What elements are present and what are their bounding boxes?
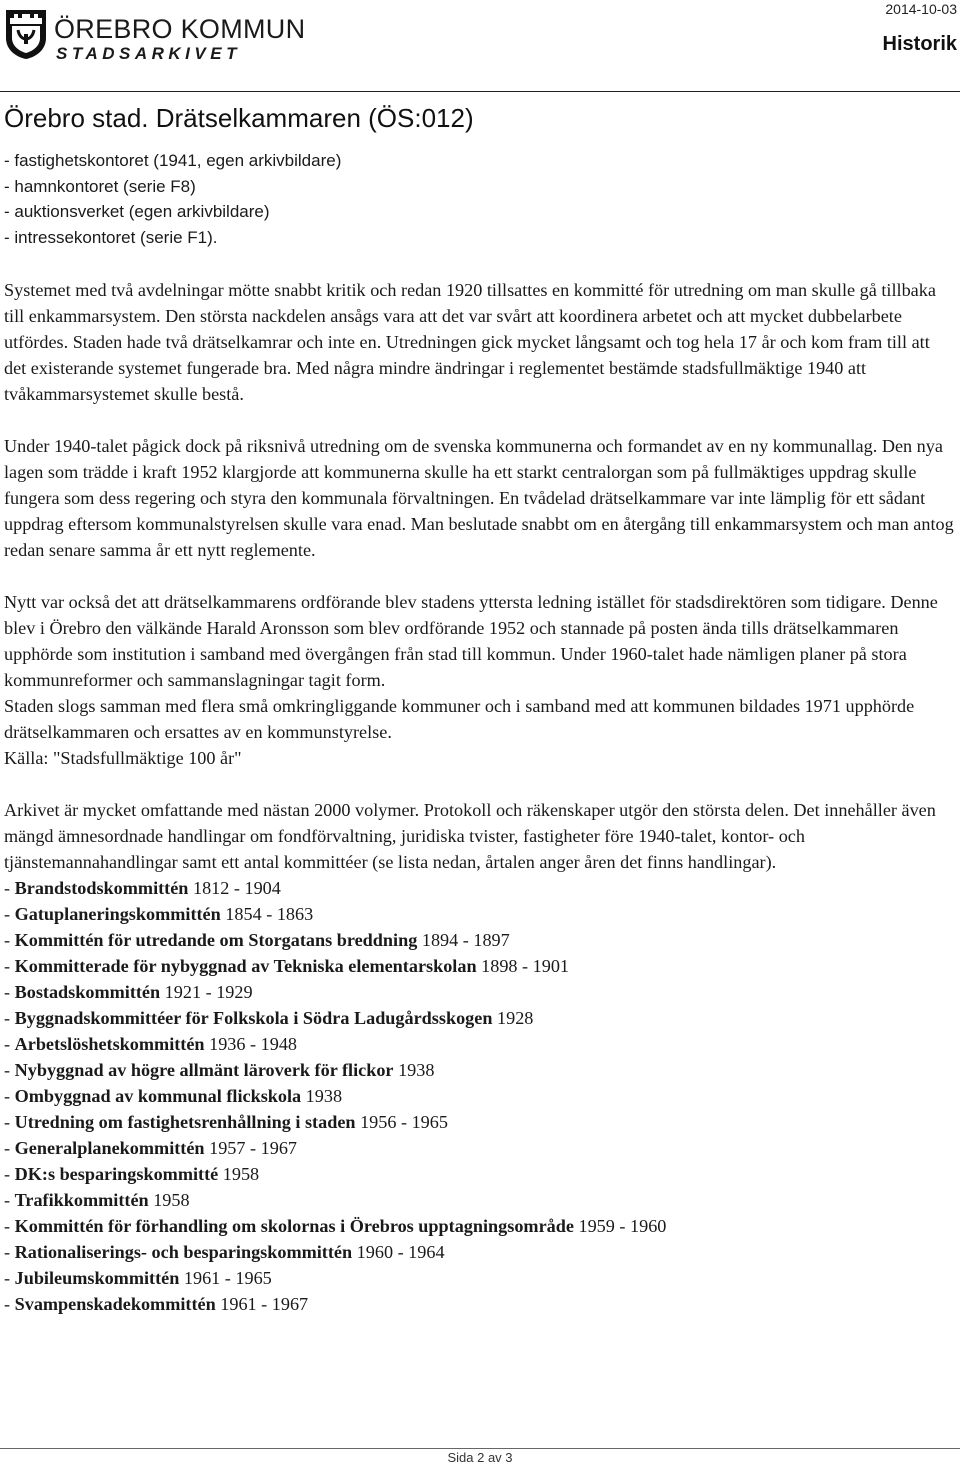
logo-text-kommun: ÖREBRO KOMMUN — [54, 14, 306, 44]
orebro-kommun-logo — [4, 8, 306, 68]
committee-item: - Ombyggnad av kommunal flickskola 1938 — [4, 1086, 343, 1106]
committee-name: Trafikkommittén — [14, 1190, 149, 1210]
committee-item: - Nybyggnad av högre allmänt läroverk för flickor 1938 — [4, 1060, 435, 1080]
committee-years: 1958 — [153, 1190, 190, 1210]
committee-item: - Gatuplaneringskommittén 1854 - 1863 — [4, 904, 314, 924]
committee-item: - Svampenskadekommittén 1961 - 1967 — [4, 1294, 309, 1314]
sub-office-list — [4, 148, 341, 250]
committee-name: Utredning om fastighetsrenhållning i staden — [14, 1112, 356, 1132]
committee-item: - Byggnadskommittéer för Folkskola i Södra Ladugårdsskogen 1928 — [4, 1008, 534, 1028]
committee-name: Generalplanekommittén — [14, 1138, 205, 1158]
paragraph-chairman: Nytt var också det att drätselkammarens ordförande blev stadens yttersta ledning istället för stadsdirektören som tidigare. Denne blev i Örebro den välkände Harald Aronsson som blev ordförande 1952 och stannade på posten ända tills drätselkammaren upphörde som institution i samband med övergången från stad till kommun. Under 1960-talet hade nämligen planer på stora kommunreformer och sammanslagningar tagit form. — [4, 592, 938, 690]
committee-item: - Kommittén för utredande om Storgatans breddning 1894 - 1897 — [4, 930, 510, 950]
committee-years: 1961 - 1965 — [183, 1268, 272, 1288]
sub-office-item: - fastighetskontoret (1941, egen arkivbildare) — [4, 151, 342, 170]
committee-name: Nybyggnad av högre allmänt läroverk för flickor — [14, 1060, 394, 1080]
logo-text-stadsarkivet: STADSARKIVET — [56, 44, 241, 63]
committee-years: 1938 — [305, 1086, 343, 1106]
committee-years: 1921 - 1929 — [164, 982, 253, 1002]
paragraph-archive-scope: Arkivet är mycket omfattande med nästan 2000 volymer. Protokoll och räkenskaper utgör den största delen. Det innehåller även mängd ämnesordnade handlingar om fondförvaltning, juridiska tvister, fastigheter före 1940-talet, kontor- och tjänstemannahandlingar samt ett antal kommittéer (se lista nedan, årtalen anger åren det finns handlingar). — [4, 800, 936, 872]
paragraph-merger: Staden slogs samman med flera små omkringliggande kommuner och i samband med att kommunen bildades 1971 upphörde drätselkammaren och ersattes av en kommunstyrelse. — [4, 696, 915, 742]
page-number: Sida 2 av 3 — [447, 1450, 513, 1465]
document-date: 2014-10-03 — [885, 1, 957, 17]
committee-name: Jubileumskommittén — [14, 1268, 180, 1288]
committee-years: 1812 - 1904 — [192, 878, 281, 898]
committee-name: Svampenskadekommittén — [14, 1294, 216, 1314]
committee-name: Kommittén för utredande om Storgatans breddning — [14, 930, 418, 950]
city-crest-icon — [4, 8, 48, 60]
committee-item: - Arbetslöshetskommittén 1936 - 1948 — [4, 1034, 298, 1054]
committee-years: 1961 - 1967 — [220, 1294, 309, 1314]
committee-item: - Bostadskommittén 1921 - 1929 — [4, 982, 253, 1002]
source-citation: Källa: "Stadsfullmäktige 100 år" — [4, 748, 242, 768]
paragraph-1940s-reform: Under 1940-talet pågick dock på riksnivå utredning om de svenska kommunerna och formandet av en ny kommunallag. Den nya lagen som trädde i kraft 1952 klargjorde att kommunerna skulle ha ett starkt centralorgan som på fullmäktiges uppdrag skulle fungera som dess regering och styra den kommunala förvaltningen. En tvådelad drätselkammare var inte lämplig för ett sådant uppdrag eftersom kommunalstyrelsen skulle vara enad. Man beslutade snabbt om en återgång till enkammarsystem och man antog redan senare samma år ett nytt reglemente. — [4, 436, 954, 560]
committee-item: - DK:s besparingskommitté 1958 — [4, 1164, 260, 1184]
page-header — [0, 0, 960, 92]
committee-name: Kommittén för förhandling om skolornas i Örebros upptagningsområde — [14, 1216, 574, 1236]
document-title: Örebro stad. Drätselkammaren (ÖS:012) — [4, 103, 474, 133]
footer-divider — [0, 1448, 960, 1449]
committee-item: - Generalplanekommittén 1957 - 1967 — [4, 1138, 298, 1158]
committee-years: 1898 - 1901 — [481, 956, 570, 976]
committee-years: 1928 — [497, 1008, 534, 1028]
paragraph-system-critique: Systemet med två avdelningar mötte snabbt kritik och redan 1920 tillsattes en kommitté för utredning om man skulle gå tillbaka till enkammarsystem. Den största nackdelen ansågs vara att det var svårt att koordinera arbetet och att mycket dubbelarbete utfördes. Staden hade två drätselkamrar och inte en. Utredningen gick mycket långsamt och tog hela 17 år och kom fram till att det existerande systemet fungerade bra. Med några mindre ändringar i reglementet bestämde stadsfullmäktige 1940 att tvåkammarsystemet skulle bestå. — [4, 280, 936, 404]
committee-name: Ombyggnad av kommunal flickskola — [14, 1086, 302, 1106]
committee-item: - Rationaliserings- och besparingskommittén 1960 - 1964 — [4, 1242, 445, 1262]
committee-years: 1894 - 1897 — [421, 930, 510, 950]
header-divider — [0, 91, 960, 92]
committee-name: Byggnadskommittéer för Folkskola i Södra Ladugårdsskogen — [14, 1008, 493, 1028]
committee-years: 1956 - 1965 — [360, 1112, 448, 1132]
committee-years: 1936 - 1948 — [209, 1034, 298, 1054]
committee-item: - Utredning om fastighetsrenhållning i staden 1956 - 1965 — [4, 1112, 448, 1132]
committee-name: Arbetslöshetskommittén — [14, 1034, 205, 1054]
committee-years: 1959 - 1960 — [578, 1216, 667, 1236]
committee-name: Kommitterade för nybyggnad av Tekniska elementarskolan — [14, 956, 477, 976]
section-title: Historik — [882, 33, 957, 55]
committee-item: - Trafikkommittén 1958 — [4, 1190, 190, 1210]
committee-years: 1957 - 1967 — [209, 1138, 298, 1158]
committee-item: - Brandstodskommittén 1812 - 1904 — [4, 878, 281, 898]
sub-office-item: - hamnkontoret (serie F8) — [4, 176, 196, 196]
sub-office-item: - intressekontoret (serie F1). — [4, 227, 218, 247]
sub-office-item: - auktionsverket (egen arkivbildare) — [4, 202, 270, 221]
committee-years: 1958 — [222, 1164, 260, 1184]
committee-item: - Kommitterade för nybyggnad av Tekniska elementarskolan 1898 - 1901 — [4, 956, 570, 976]
committee-name: Gatuplaneringskommittén — [14, 904, 221, 924]
document-body — [4, 277, 956, 1317]
committee-item: - Jubileumskommittén 1961 - 1965 — [4, 1268, 272, 1288]
committee-years: 1938 — [398, 1060, 435, 1080]
committee-name: Bostadskommittén — [14, 982, 161, 1002]
committee-years: 1960 - 1964 — [356, 1242, 445, 1262]
committee-years: 1854 - 1863 — [225, 904, 314, 924]
committee-name: Rationaliserings- och besparingskommittén — [14, 1242, 353, 1262]
committee-item: - Kommittén för förhandling om skolornas i Örebros upptagningsområde 1959 - 1960 — [4, 1216, 667, 1236]
committee-name: Brandstodskommittén — [14, 878, 189, 898]
committee-list — [4, 875, 956, 1317]
committee-name: DK:s besparingskommitté — [14, 1164, 219, 1184]
